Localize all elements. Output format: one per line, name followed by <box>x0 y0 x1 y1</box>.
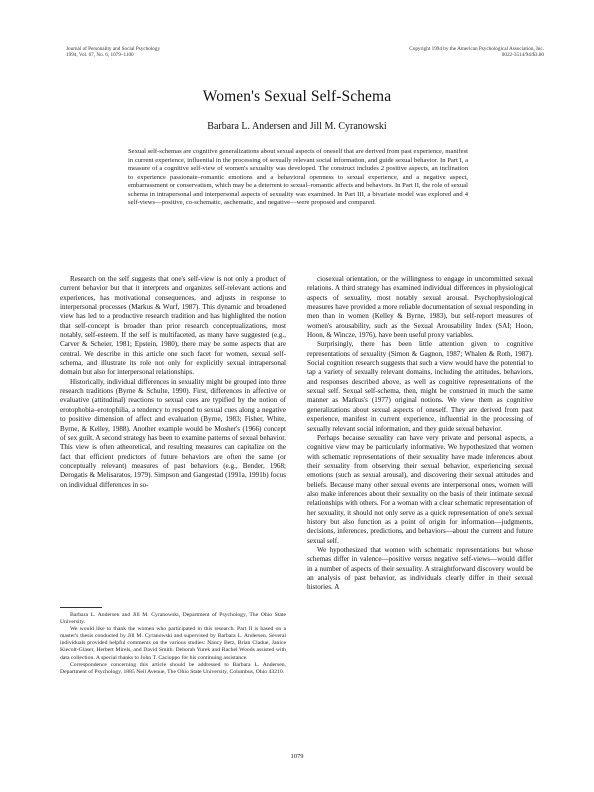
page-number: 1079 <box>290 753 304 760</box>
body-paragraph: ciosexual orientation, or the willingness to engage in uncommitted sexual relations. A third strategy has examined individual differences in physiological aspects of sexuality, most notably sexual arousal. Psychophysiological measures have provided a more reliable documentation of sexual responding in men than in women (Kelley & Byrne, 1983), but self-report measures of women's arousability, such as the Sexual Arousability Index (SAI; Hoon, Hoon, & Wincze, 1976), have been useful proxy variables. <box>307 275 533 340</box>
footnote-divider <box>60 607 102 608</box>
article-title: Women's Sexual Self-Schema <box>202 88 392 105</box>
body-column-left <box>60 275 286 490</box>
body-paragraph: We hypothesized that women with schematic representations but whose schemas differ in valence—positive versus negative self-views—would differ in a number of aspects of their sexuality. A straightforward discovery would be an analysis of past behavior, as individuals clearly differ in their sexual histories. A <box>307 545 533 592</box>
journal-volume: 1994, Vol. 67, No. 6, 1079–1100 <box>66 52 134 59</box>
footnote-affiliation: Barbara L. Andersen and Jill M. Cyranowski, Department of Psychology, The Ohio State University. <box>60 612 286 626</box>
journal-name: Journal of Personality and Social Psychology <box>66 46 161 52</box>
copyright-line: Copyright 1994 by the American Psychological Association, Inc. <box>409 46 544 52</box>
footnote-acknowledgments: We would like to thank the women who participated in this research. Part II is based on a master's thesis conducted by Jill M. Cyranowski and supervised by Barbara L. Andersen. Several individuals provided helpful comments on the various studies: Nancy Betz, Brian Cladue, Janice Kiecolt-Glaser, Herbert Mirels, and David Smith. Deborah Yurek and Rachel Woods assisted with data collection. A special thanks to John T. Cacioppo for his continuing assistance. <box>60 626 286 661</box>
body-paragraph: Surprisingly, there has been little attention given to cognitive representations of sexuality (Simon & Gagnon, 1987; Whalen & Roth, 1987). Social cognition research suggests that such a view would have the potential to tap a variety of sexually relevant domains, including the attitudes, behaviors, and responses described above, as well as cognitive representations of the sexual self. Sexual self-schema, then, might be construed in much the same manner as Markus's (1977) original notions. We view them as cognitive generalizations about sexual aspects of oneself. They are derived from past experience, manifest in current experience, influential in the processing of sexually relevant social information, and they guide sexual behavior. <box>307 340 533 433</box>
body-paragraph: Research on the self suggests that one's self-view is not only a product of current behavior but that it interprets and organizes self-relevant actions and experiences, has motivational consequences, and adjusts in response to interpersonal processes (Markus & Wurf, 1987). This dynamic and broadened view has led to a productive research tradition and has highlighted the notion that self-concept is broader than prior research conceptualizations, most notably, self-esteem. If the self is multifaceted, as many have suggested (e.g., Carver & Scheier, 1981; Epstein, 1980), there may be some aspects that are central. We describe in this article one such facet for women, sexual self-schema, and illustrate its role not only for explicitly sexual intrapersonal domain but also for interpersonal relationships. <box>60 275 286 377</box>
issn-line: 0022-3514/94/$3.00 <box>501 52 544 59</box>
author-footnotes <box>60 612 286 676</box>
abstract: Sexual self-schemas are cognitive generalizations about sexual aspects of oneself that are derived from past experience, manifest in current experience, influential in the processing of sexually relevant social information, and guide sexual behavior. In Part I, a measure of a cognitive self-view of women's sexuality was developed. The construct includes 2 positive aspects, an inclination to experience passionate–romantic emotions and a behavioral openness to sexual experience, and a negative aspect, embarrassment or conservatism, which may be a deterrent to sexual–romantic affects and behaviors. In Part II, the role of sexual schema in intrapersonal and interpersonal aspects of sexuality was examined. In Part III, a bivariate model was explored and 4 self-views—positive, co-schematic, aschematic, and negative—were proposed and compared. <box>128 148 468 206</box>
body-paragraph: Historically, individual differences in sexuality might be grouped into three research traditions (Byrne & Schulte, 1990). First, differences in affective or evaluative (attitudinal) reactions to sexual cues are typified by the notion of erotophobia–erotophilia, a tendency to respond to sexual cues along a negative to positive dimension of affect and evaluation (Byrne, 1983; Fisher, White, Byrne, & Kelley, 1988). Another example would be Mosher's (1966) concept of sex guilt. A second strategy has been to examine patterns of sexual behavior. This view is often atheoretical, and resulting measures can capitalize on the fact that efficient predictors of future behaviors are often the same (or conceptually relevant) measures of past behaviors (e.g., Bender, 1968; Derogatis & Melisaratos, 1979). Simpson and Gangestad (1991a, 1991b) focus on individual differences in so- <box>60 377 286 489</box>
footnote-correspondence: Correspondence concerning this article should be addressed to Barbara L. Andersen, Department of Psychology, 1885 Neil Avenue, The Ohio State University, Columbus, Ohio 43210. <box>60 661 286 675</box>
journal-citation <box>66 46 256 59</box>
copyright-notice <box>350 46 544 59</box>
body-column-right <box>307 275 533 593</box>
article-authors: Barbara L. Andersen and Jill M. Cyranowski <box>207 121 387 132</box>
body-paragraph: Perhaps because sexuality can have very private and personal aspects, a cognitive view may be particularly informative. We hypothesized that women with schematic representations of their sexuality have made inferences about their sexuality from observing their sexual behavior, experiencing sexual emotions (such as sexual arousal), and discovering their sexual attitudes and beliefs. Because many other sexual events are interpersonal ones, women will also make inferences about their sexuality on the basis of their intimate sexual relationships with others. For a woman with a clear schematic representation of her sexuality, it should not only serve as a quick representation of one's sexual history but also function as a point of origin for information—judgments, decisions, inferences, predictions, and behaviors—about the current and future sexual self. <box>307 433 533 545</box>
